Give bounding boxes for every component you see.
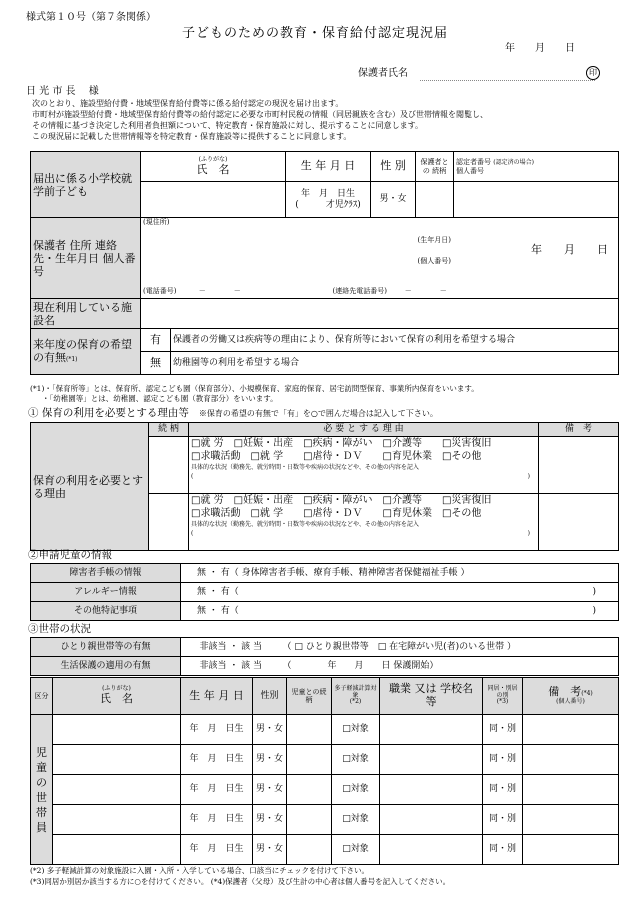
page-title: 子どものための教育・保育給付認定現況届 (181, 26, 448, 41)
member-name-input[interactable] (53, 775, 181, 805)
form-number: 様式第１０号（第７条関係） (26, 12, 156, 23)
member-gender[interactable]: 男・女 (253, 805, 287, 835)
member-multi-checkbox[interactable]: □対象 (332, 805, 380, 835)
guardian-birth-block[interactable]: (生年月日) 年 月 日 (個人番号) (416, 218, 619, 284)
member-remarks-input[interactable] (523, 805, 619, 835)
member-remarks-input[interactable] (523, 775, 619, 805)
guardian-label: 保護者 住所 連絡先・生年月日 個人番号 (31, 218, 141, 299)
member-relation-input[interactable] (287, 805, 332, 835)
disability-value[interactable]: 無 ・ 有（ 身体障害者手帳、療育手帳、精神障害者保健福祉手帳 ） (181, 564, 619, 583)
member-cohab[interactable]: 同・別 (483, 775, 523, 805)
allergy-label: アレルギー情報 (31, 583, 181, 602)
child-name-header: (ふりがな) 氏 名 (141, 152, 286, 182)
intro-line: 市町村が施設型給付費・地域型保育給付費等の給付認定に必要な市町村民税の情報（同居親族を含む）及び世帯情報を閲覧し、 (32, 110, 488, 119)
col-gender: 性別 (253, 678, 287, 715)
section1-reason-block[interactable]: □就 労 □妊娠・出産 □疾病・障がい □介護等 □災害復旧 □求職活動 □就 学 □虐待・ＤＶ □育児休業 □その他 具体的な状況（勤務先、就労時間・日数等や疾病の状況などや、その他の内容を記入 ( ) (189, 437, 539, 494)
hope-yes-option[interactable]: 有 (141, 329, 171, 352)
member-dob[interactable]: 年 月 日生 (181, 715, 253, 745)
member-gender[interactable]: 男・女 (253, 775, 287, 805)
member-dob[interactable]: 年 月 日生 (181, 805, 253, 835)
member-cohab[interactable]: 同・別 (483, 805, 523, 835)
section1-reason-block[interactable]: □就 労 □妊娠・出産 □疾病・障がい □介護等 □災害復旧 □求職活動 □就 学 □虐待・ＤＶ □育児休業 □その他 具体的な状況（勤務先、就労時間・日数等や疾病の状況などや、その他の内容を記入 ( ) (189, 494, 539, 551)
col-job: 職業 又は 学校名 等 (380, 678, 483, 715)
intro-line: 次のとおり、施設型給付費・地域型保育給付費等に係る給付認定の現況を届け出ます。 (32, 99, 344, 108)
member-cohab[interactable]: 同・別 (483, 745, 523, 775)
member-gender[interactable]: 男・女 (253, 715, 287, 745)
facility-label: 現在利用している施設名 (31, 299, 141, 329)
cert-header: 認定者番号 (認定済の場合) 個人番号 (454, 152, 619, 182)
member-dob[interactable]: 年 月 日生 (181, 775, 253, 805)
section1-remarks-input[interactable] (539, 494, 619, 551)
relation-header: 保護者との 続柄 (416, 152, 454, 182)
section1-remarks-input[interactable] (539, 437, 619, 494)
member-relation-input[interactable] (287, 775, 332, 805)
section1-heading: ① 保育の利用を必要とする理由等 ※保育の希望の有無で「有」を○で囲んだ場合は記入して下さい。 (28, 407, 438, 419)
member-job-input[interactable] (380, 715, 483, 745)
member-relation-input[interactable] (287, 745, 332, 775)
single-parent-select[interactable]: 非該当 ・ 該 当 (181, 638, 281, 657)
intro-line: この現況届に記載した世帯情報等を特定教育・保育施設等に提供することに同意します。 (32, 132, 352, 141)
welfare-options[interactable]: （ 年 月 日 保護開始） (281, 657, 619, 676)
member-multi-checkbox[interactable]: □対象 (332, 775, 380, 805)
footnote: (*2) 多子軽減計算の対象施設に入園・入所・入学している場合、口該当にチェックを付けて下さい。 (30, 866, 370, 875)
section2-heading: ②申請児童の情報 (28, 549, 112, 561)
cert-number-input[interactable] (454, 182, 619, 218)
member-relation-input[interactable] (287, 715, 332, 745)
col-class: 区分 (31, 678, 53, 715)
footnotes (30, 865, 625, 887)
section3-status-table (30, 637, 619, 676)
col-cohab: 同居・別居の別 (*3) (483, 678, 523, 715)
member-job-input[interactable] (380, 805, 483, 835)
welfare-label: 生活保護の適用の有無 (31, 657, 181, 676)
member-cohab[interactable]: 同・別 (483, 715, 523, 745)
phone-field[interactable]: (電話番号) － － (141, 284, 331, 299)
member-name-input[interactable] (53, 715, 181, 745)
section2-table (30, 563, 619, 621)
child-label: 届出に係る小学校就学前子ども (31, 152, 141, 218)
special-notes-value[interactable]: 無 ・ 有（ ) (181, 602, 619, 621)
dob-header: 生 年 月 日 (286, 152, 371, 182)
member-cohab[interactable]: 同・別 (483, 835, 523, 865)
section1-side-label: 保育の利用を必要とする理由 (31, 423, 149, 551)
col-remarks: 備 考(*4) (個人番号) (523, 678, 619, 715)
member-multi-checkbox[interactable]: □対象 (332, 835, 380, 865)
guardian-address-input[interactable]: (現住所) (141, 218, 416, 284)
member-multi-checkbox[interactable]: □対象 (332, 745, 380, 775)
intro-line: その情報に基づき決定した利用者負担額について、特定教育・保育施設に対し、提示することに同意します。 (32, 121, 424, 130)
date-line[interactable]: 年 月 日 (505, 43, 575, 54)
special-notes-label: その他特記事項 (31, 602, 181, 621)
section1-relation-input[interactable] (149, 494, 189, 551)
child-dob-input[interactable]: 年 月 日生 ( 才児ｸﾗｽ) (286, 182, 371, 218)
member-gender[interactable]: 男・女 (253, 835, 287, 865)
household-side-label: 児童の世帯員 (31, 715, 53, 865)
col-name: (ふりがな) 氏 名 (53, 678, 181, 715)
member-relation-input[interactable] (287, 835, 332, 865)
guardian-name-line[interactable] (420, 80, 595, 81)
member-job-input[interactable] (380, 775, 483, 805)
guardian-name-label: 保護者氏名 (358, 68, 408, 79)
section1-remarks-header: 備 考 (539, 423, 619, 437)
member-gender[interactable]: 男・女 (253, 745, 287, 775)
member-job-input[interactable] (380, 835, 483, 865)
member-dob[interactable]: 年 月 日生 (181, 835, 253, 865)
intro-text (32, 98, 622, 142)
addressee: 日 光 市 長 様 (26, 86, 99, 97)
hope-no-option[interactable]: 無 (141, 352, 171, 375)
hope-label: 来年度の保育の希望の有無(*1) (31, 329, 141, 375)
member-job-input[interactable] (380, 745, 483, 775)
col-multi: 多子軽減計算対象 (*2) (332, 678, 380, 715)
member-remarks-input[interactable] (523, 715, 619, 745)
child-name-input[interactable] (141, 182, 286, 218)
member-name-input[interactable] (53, 805, 181, 835)
col-relation: 児童との続柄 (287, 678, 332, 715)
seal-icon: 印 (586, 66, 600, 80)
household-table (30, 677, 619, 865)
child-relation-input[interactable] (416, 182, 454, 218)
section1-relation-header: 続 柄 (149, 423, 189, 437)
section3-heading: ③世帯の状況 (28, 623, 91, 635)
section1-reason-header: 必 要 と す る 理 由 (189, 423, 539, 437)
col-dob: 生 年 月 日 (181, 678, 253, 715)
member-remarks-input[interactable] (523, 745, 619, 775)
note-1: (*1)・「保育所等」とは、保育所、認定こども園（保育部分）、小規模保育、家庭的保育、居宅訪問型保育、事業所内保育をいいます。 ・「幼稚園等」とは、幼稚園、認定こども園（教育部分）をいいます。 (30, 384, 479, 403)
section1-relation-input[interactable] (149, 437, 189, 494)
member-name-input[interactable] (53, 745, 181, 775)
single-parent-label: ひとり親世帯等の有無 (31, 638, 181, 657)
allergy-value[interactable]: 無 ・ 有（ ) (181, 583, 619, 602)
disability-label: 障害者手帳の情報 (31, 564, 181, 583)
single-parent-options[interactable]: （ □ ひとり親世帯等 □ 在宅障がい児(者)のいる世帯 ） (281, 638, 619, 657)
hope-no-text: 幼稚園等の利用を希望する場合 (171, 352, 619, 375)
member-remarks-input[interactable] (523, 835, 619, 865)
gender-header: 性 別 (371, 152, 416, 182)
section1-table (30, 422, 619, 551)
member-multi-checkbox[interactable]: □対象 (332, 715, 380, 745)
hope-yes-text: 保護者の労働又は疾病等の理由により、保育所等において保育の利用を希望する場合 (171, 329, 619, 352)
facility-input[interactable] (141, 299, 619, 329)
child-gender-select[interactable]: 男・女 (371, 182, 416, 218)
footnote: (*3)同居か別居か該当する方に○を付けてください。 (*4)保護者（父母）及び生計の中心者は個人番号を記入してください。 (30, 877, 451, 886)
welfare-select[interactable]: 非該当 ・ 該 当 (181, 657, 281, 676)
main-table (30, 151, 619, 375)
member-dob[interactable]: 年 月 日生 (181, 745, 253, 775)
member-name-input[interactable] (53, 835, 181, 865)
contact-phone-field[interactable]: (連絡先電話番号) － － (331, 284, 619, 299)
